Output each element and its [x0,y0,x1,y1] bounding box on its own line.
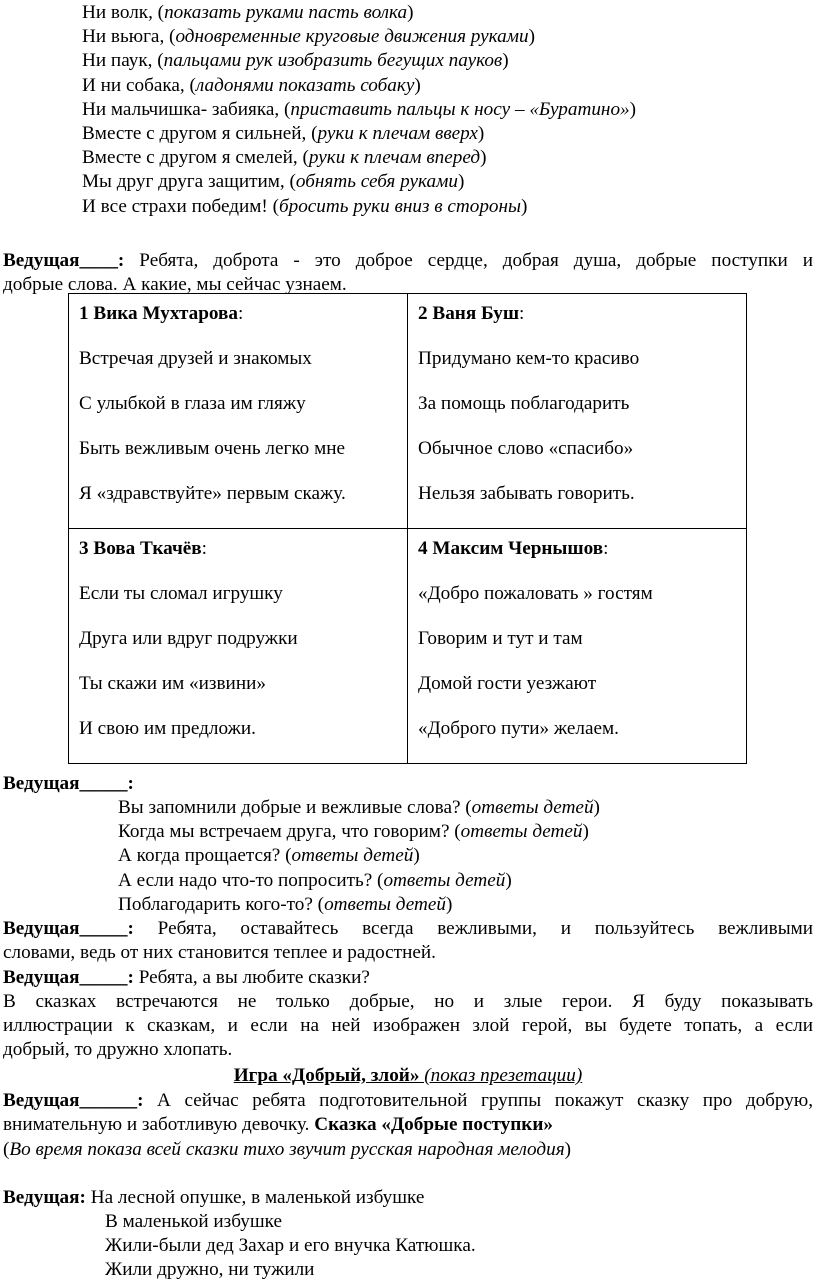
verse-line: Придумано кем-то красиво [418,348,640,369]
paragraph-text: На лесной опушке, в маленькой избушке [85,1187,425,1208]
verse-line: Если ты сломал игрушку [79,583,283,604]
table-row [69,529,747,764]
poem-line [82,1,636,25]
poem-text: И все страхи победим! ( [82,195,279,217]
question-close: ) [445,893,453,915]
table-cell [69,294,408,529]
question-note: ответы детей [460,821,583,843]
poem-direction: пальцами рук изобразить бегущих пауков [163,50,503,72]
poem-close: ) [477,122,485,144]
question-note: ответы детей [324,893,446,915]
child-name-text: 1 Вика Мухтарова [79,303,238,324]
verse-line: «Добро пожаловать » гостям [418,583,653,604]
question-text: А когда прощается? ( [118,845,292,867]
question-text: Вы запомнили добрые и вежливые слова? ( [118,797,472,818]
verse-line: Друга или вдруг подружки [79,628,298,649]
poem-text: И ни собака, ( [82,74,196,96]
table-cell [408,529,747,764]
music-note: Во время показа всей сказки тихо звучит русская народная мелодия [9,1139,565,1160]
paragraph-line [3,1038,813,1062]
poem-direction: руки к плечам вверх [317,122,478,144]
poem-text: Ни вьюга, ( [82,26,176,48]
paragraph-line [3,990,813,1014]
poem-line [82,25,636,49]
speaker-label: Ведущая____: [3,250,125,271]
game-title: Игра «Добрый, злой» [233,1065,420,1086]
child-name-text: 3 Вова Ткачёв [79,538,202,559]
question-text: Когда мы встречаем друга, что говорим? ( [118,821,461,843]
intro-text: добрые слова. А какие, мы сейчас узнаем. [3,274,347,295]
paragraph-4 [3,966,813,990]
verse-line: Я «здравствуйте» первым скажу. [79,483,346,504]
verse-line: «Доброго пути» желаем. [418,718,619,739]
poem-text: Вместе с другом я смелей, ( [82,147,309,169]
speaker-label: Ведущая_____: [3,773,134,794]
tale-title: Сказка «Добрые поступки» [314,1114,553,1135]
verse-line: Ты скажи им «извини» [79,673,266,694]
child-name: 2 Ваня Буш: [418,303,525,324]
paragraph-text: Ребята, оставайтесь всегда вежливыми, и пользуйтесь вежливыми [133,918,813,939]
tale-line: Жили дружно, ни тужили [105,1259,315,1281]
paragraph-line [3,941,813,965]
speaker-paragraph [3,772,813,796]
tale-line: Жили-были дед Захар и его внучка Катюшка. [105,1235,476,1257]
game-note: (показ презетации) [419,1065,583,1086]
intro-paragraph [3,249,813,297]
paragraph-line [3,1113,813,1137]
poem-close: ) [528,26,535,48]
question-close: ) [582,821,589,843]
paragraph-5 [3,990,813,1062]
question-text: Поблагодарить кого-то? ( [118,893,325,915]
table-row [69,294,747,529]
poem-close: ) [480,147,487,169]
verse-line: Говорим и тут и там [418,628,583,649]
verse-line: Нельзя забывать говорить. [418,483,635,504]
poem-close: ) [457,171,465,193]
paragraph-text: В сказках встречаются не только добрые, но и злые герои. Я буду показывать [3,991,813,1012]
speaker-label: Ведущая: [3,1187,86,1208]
question-line [118,796,600,820]
verse-line: За помощь поблагодарить [418,393,630,414]
poem-direction: одновременные круговые движения руками [175,26,529,48]
verse-line: Домой гости уезжают [418,673,597,694]
paragraph-8 [3,1186,813,1210]
poem-direction: приставить пальцы к носу – «Буратино» [290,98,630,120]
poem-close: ) [502,50,509,72]
question-line [118,869,600,893]
paragraph-text: внимательную и заботливую девочку. [3,1114,315,1135]
table-cell [408,294,747,529]
child-name: 1 Вика Мухтарова: [79,303,244,324]
speaker-label: Ведущая_____: [3,967,134,988]
child-name-text: 2 Ваня Буш [418,303,520,324]
paragraph-text: А сейчас ребята подготовительной группы покажут сказку про добрую, [143,1090,813,1111]
verse-line: Встречая друзей и знакомых [79,348,312,369]
child-name-text: 4 Максим Чернышов [418,538,604,559]
verse-line: С улыбкой в глаза им гляжу [79,393,306,414]
game-heading [0,1064,816,1088]
speaker-label: Ведущая_____: [3,918,134,939]
poem-text: Ни волк, ( [82,2,165,23]
poem-text: Мы друг друга защитим, ( [82,171,296,193]
child-name: 3 Вова Ткачёв: [79,538,208,559]
paragraph-7 [3,1138,813,1162]
poem-text: Ни паук, ( [82,50,164,72]
verse-line: Быть вежливым очень легко мне [79,438,346,459]
poem-line [82,49,636,73]
poem-direction: обнять себя руками [295,171,458,193]
paragraph-line [3,1089,813,1113]
tale-line: В маленькой избушке [105,1211,283,1232]
poem-direction: руки к плечам вперед [308,147,481,169]
poem-direction: ладонями показать собаку [195,74,415,96]
poem-block [82,1,636,219]
poem-close: ) [407,2,414,23]
question-close: ) [593,797,600,818]
tale-block [105,1210,476,1283]
question-line [118,844,600,868]
poem-line [82,122,636,146]
question-line [118,893,600,917]
poem-line [82,98,636,122]
paragraph-line [3,917,813,941]
intro-text: Ребята, доброта - это доброе сердце, добрая душа, добрые поступки и [124,250,813,271]
paragraph-text: добрый, то дружно хлопать. [3,1039,233,1060]
poem-close: ) [414,74,421,96]
verse-table [68,293,747,764]
question-text: А если надо что-то попросить? ( [118,869,384,891]
paragraph-line: (Во время показа всей сказки тихо звучит русская народная мелодия) [3,1139,572,1160]
poem-line [82,146,636,170]
paragraph-text: Ребята, а вы любите сказки? [133,967,370,988]
poem-line [82,195,636,219]
poem-close: ) [629,98,637,120]
poem-close: ) [521,195,528,217]
verse-line: Обычное слово «спасибо» [418,438,634,459]
question-note: ответы детей [291,845,414,867]
paragraph-3 [3,917,813,965]
question-close: ) [505,869,512,891]
paragraph-line [3,1186,813,1210]
paragraph-line [3,1014,813,1038]
poem-line [82,170,636,194]
poem-direction: бросить руки вниз в стороны [278,195,522,217]
question-close: ) [413,845,420,867]
intro-line [3,249,813,273]
poem-text: Ни мальчишка- забияка, ( [82,98,291,120]
paragraph-text: иллюстрации к сказкам, и если на ней изображен злой герой, вы будете топать, а если [3,1015,813,1036]
child-name: 4 Максим Чернышов: [418,538,609,559]
question-note: ответы детей [471,797,594,818]
speaker-label: Ведущая______: [3,1090,144,1111]
poem-direction: показать руками пасть волка [164,2,408,23]
poem-text: Вместе с другом я сильней, ( [82,122,318,144]
question-note: ответы детей [383,869,506,891]
questions-block [118,796,600,917]
table-cell [69,529,408,764]
poem-line [82,74,636,98]
paragraph-line [3,966,813,990]
verse-line: И свою им предложи. [79,718,256,739]
paragraph-text: словами, ведь от них становится теплее и радостней. [3,942,436,963]
question-line [118,820,600,844]
paragraph-6 [3,1089,813,1137]
